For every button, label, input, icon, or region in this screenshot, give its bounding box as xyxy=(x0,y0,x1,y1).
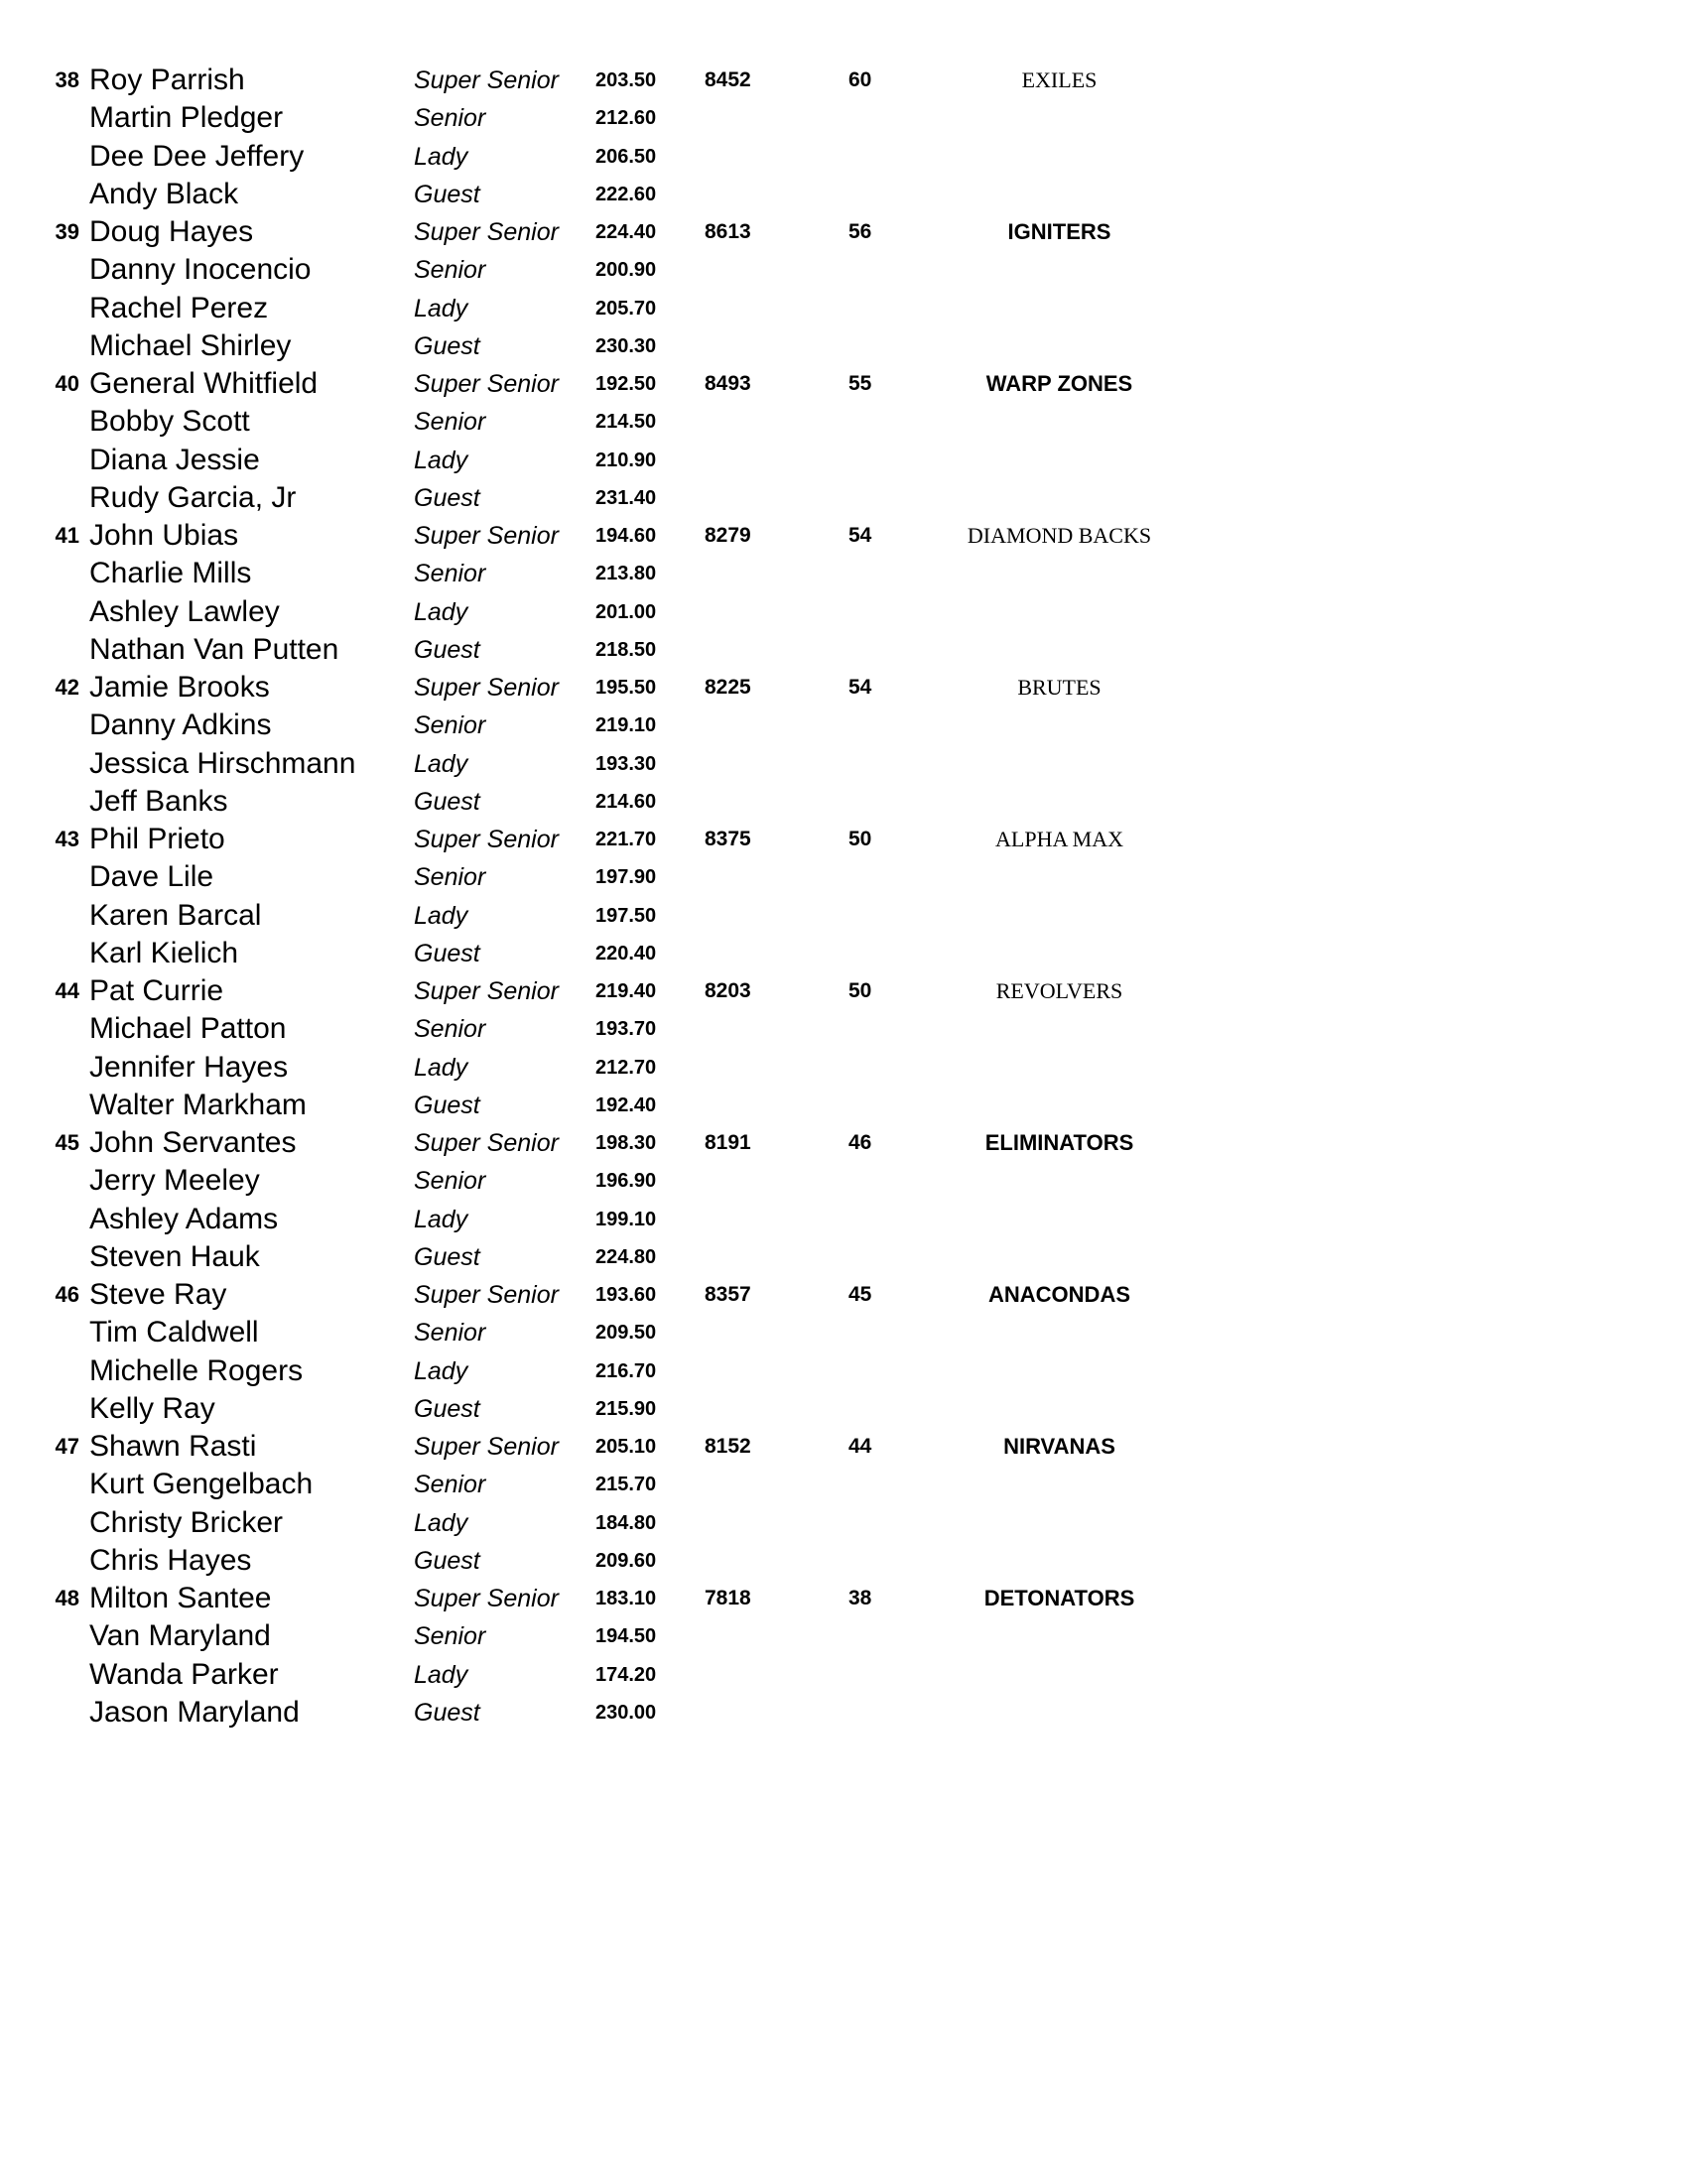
bowler-average: 230.00 xyxy=(595,1701,657,1724)
bowler-row xyxy=(0,707,1688,744)
bowler-name: Christy Bricker xyxy=(89,1505,284,1539)
bowler-row xyxy=(0,1390,1688,1428)
bowler-category: Senior xyxy=(414,1319,486,1348)
team-points: 56 xyxy=(848,220,872,243)
bowler-row xyxy=(0,821,1688,858)
bowler-category: Senior xyxy=(414,104,486,133)
bowler-name: Pat Currie xyxy=(89,974,224,1007)
bowler-category: Guest xyxy=(414,331,480,360)
bowler-row xyxy=(0,669,1688,707)
bowler-average: 212.70 xyxy=(595,1056,657,1079)
bowler-row xyxy=(0,99,1688,137)
team-points: 54 xyxy=(848,676,872,699)
team-name: NIRVANAS xyxy=(1003,1434,1115,1459)
bowler-average: 205.10 xyxy=(595,1436,657,1458)
bowler-average: 215.90 xyxy=(595,1397,657,1420)
bowler-row xyxy=(0,1428,1688,1466)
bowler-name: Doug Hayes xyxy=(89,215,254,248)
bowler-category: Super Senior xyxy=(414,522,559,550)
bowler-name: John Servantes xyxy=(89,1126,297,1159)
team-total: 8613 xyxy=(705,220,751,243)
bowler-category: Super Senior xyxy=(414,977,559,1005)
bowler-average: 197.90 xyxy=(595,866,657,889)
bowler-average: 215.70 xyxy=(595,1474,657,1496)
team-total: 8152 xyxy=(705,1435,751,1458)
team-standings-list xyxy=(0,62,1688,1732)
bowler-category: Lady xyxy=(414,1053,468,1082)
bowler-row xyxy=(0,290,1688,327)
bowler-category: Guest xyxy=(414,1698,480,1727)
bowler-category: Lady xyxy=(414,1356,468,1385)
bowler-category: Super Senior xyxy=(414,370,559,398)
team-total: 7818 xyxy=(705,1587,751,1609)
bowler-average: 193.70 xyxy=(595,1018,657,1041)
bowler-average: 230.30 xyxy=(595,334,657,357)
bowler-name: Phil Prieto xyxy=(89,823,225,855)
bowler-row xyxy=(0,442,1688,479)
team-points: 44 xyxy=(848,1435,872,1458)
bowler-category: Guest xyxy=(414,787,480,816)
bowler-average: 222.60 xyxy=(595,183,657,205)
bowler-name: Jennifer Hayes xyxy=(89,1050,289,1084)
bowler-name: Michael Shirley xyxy=(89,328,292,362)
bowler-name: Steven Hauk xyxy=(89,1239,260,1273)
bowler-row xyxy=(0,935,1688,972)
bowler-category: Senior xyxy=(414,408,486,437)
bowler-average: 231.40 xyxy=(595,486,657,509)
team-points: 50 xyxy=(848,979,872,1002)
team-rank: 45 xyxy=(55,1130,79,1155)
bowler-category: Guest xyxy=(414,483,480,512)
team-block xyxy=(0,1428,1688,1580)
bowler-average: 216.70 xyxy=(595,1359,657,1382)
bowler-name: Jason Maryland xyxy=(89,1695,300,1729)
bowler-average: 192.50 xyxy=(595,373,657,395)
bowler-row xyxy=(0,1542,1688,1580)
bowler-name: Diana Jessie xyxy=(89,443,260,476)
bowler-row xyxy=(0,593,1688,631)
bowler-category: Super Senior xyxy=(414,1585,559,1612)
bowler-average: 212.60 xyxy=(595,107,657,130)
team-block xyxy=(0,1124,1688,1276)
team-name: BRUTES xyxy=(1017,675,1102,700)
bowler-name: Michelle Rogers xyxy=(89,1353,304,1387)
bowler-name: General Whitfield xyxy=(89,367,319,400)
team-points: 60 xyxy=(848,68,872,91)
bowler-average: 203.50 xyxy=(595,69,657,91)
team-points: 55 xyxy=(848,372,872,395)
bowler-name: Roy Parrish xyxy=(89,64,245,96)
bowler-name: Danny Adkins xyxy=(89,708,272,742)
bowler-category: Guest xyxy=(414,939,480,967)
bowler-name: Jeff Banks xyxy=(89,784,228,818)
team-total: 8375 xyxy=(705,828,751,850)
bowler-category: Lady xyxy=(414,597,468,626)
team-block xyxy=(0,213,1688,365)
bowler-row xyxy=(0,1580,1688,1617)
bowler-average: 214.50 xyxy=(595,411,657,434)
bowler-average: 192.40 xyxy=(595,1093,657,1116)
bowler-row xyxy=(0,555,1688,592)
bowler-name: Bobby Scott xyxy=(89,405,250,439)
bowler-average: 174.20 xyxy=(595,1663,657,1686)
team-name: REVOLVERS xyxy=(995,978,1123,1003)
bowler-row xyxy=(0,1049,1688,1087)
team-points: 45 xyxy=(848,1283,872,1306)
team-name: DIAMOND BACKS xyxy=(967,523,1152,548)
bowler-name: Shawn Rasti xyxy=(89,1430,257,1463)
bowler-category: Super Senior xyxy=(414,66,559,94)
team-total: 8357 xyxy=(705,1283,751,1306)
bowler-row xyxy=(0,972,1688,1010)
bowler-name: Karl Kielich xyxy=(89,936,239,969)
team-rank: 38 xyxy=(55,67,79,92)
bowler-name: Rachel Perez xyxy=(89,291,269,324)
bowler-name: Ashley Adams xyxy=(89,1202,279,1235)
bowler-name: Danny Inocencio xyxy=(89,253,312,287)
bowler-average: 224.80 xyxy=(595,1245,657,1268)
team-name: IGNITERS xyxy=(1007,219,1111,244)
bowler-category: Super Senior xyxy=(414,218,559,246)
bowler-row xyxy=(0,327,1688,365)
bowler-category: Senior xyxy=(414,1622,486,1651)
bowler-category: Lady xyxy=(414,446,468,474)
bowler-average: 209.60 xyxy=(595,1549,657,1572)
team-rank: 39 xyxy=(55,219,79,244)
bowler-average: 198.30 xyxy=(595,1132,657,1154)
bowler-row xyxy=(0,631,1688,669)
bowler-average: 224.40 xyxy=(595,221,657,243)
bowler-average: 194.60 xyxy=(595,525,657,547)
team-rank: 43 xyxy=(55,827,79,851)
bowler-row xyxy=(0,1010,1688,1048)
team-rank: 42 xyxy=(55,675,79,700)
bowler-row xyxy=(0,1504,1688,1542)
bowler-name: Wanda Parker xyxy=(89,1657,279,1691)
bowler-category: Lady xyxy=(414,901,468,930)
bowler-category: Guest xyxy=(414,635,480,664)
bowler-name: Kelly Ray xyxy=(89,1391,215,1425)
bowler-row xyxy=(0,1656,1688,1694)
bowler-category: Senior xyxy=(414,711,486,740)
bowler-row xyxy=(0,213,1688,251)
bowler-row xyxy=(0,1087,1688,1124)
team-points: 54 xyxy=(848,524,872,547)
bowler-average: 220.40 xyxy=(595,942,657,964)
bowler-average: 221.70 xyxy=(595,829,657,850)
bowler-row xyxy=(0,479,1688,517)
bowler-category: Lady xyxy=(414,1508,468,1537)
bowler-category: Senior xyxy=(414,560,486,588)
bowler-row xyxy=(0,1238,1688,1276)
bowler-average: 206.50 xyxy=(595,145,657,168)
team-block xyxy=(0,821,1688,972)
bowler-row xyxy=(0,1466,1688,1503)
bowler-average: 183.10 xyxy=(595,1588,657,1609)
bowler-category: Senior xyxy=(414,256,486,285)
team-rank: 47 xyxy=(55,1434,79,1459)
bowler-row xyxy=(0,745,1688,783)
bowler-row xyxy=(0,1314,1688,1351)
team-name: WARP ZONES xyxy=(985,371,1133,396)
bowler-average: 197.50 xyxy=(595,904,657,927)
bowler-name: Van Maryland xyxy=(89,1619,271,1653)
bowler-average: 195.50 xyxy=(595,677,657,699)
team-name: ELIMINATORS xyxy=(984,1130,1134,1155)
bowler-category: Guest xyxy=(414,180,480,208)
bowler-category: Lady xyxy=(414,1205,468,1233)
bowler-category: Lady xyxy=(414,294,468,322)
bowler-row xyxy=(0,1201,1688,1238)
bowler-name: Jamie Brooks xyxy=(89,671,270,704)
team-total: 8225 xyxy=(705,676,751,699)
bowler-name: Steve Ray xyxy=(89,1278,227,1311)
bowler-name: Nathan Van Putten xyxy=(89,632,339,666)
bowler-category: Senior xyxy=(414,1471,486,1499)
bowler-category: Senior xyxy=(414,863,486,892)
bowler-category: Senior xyxy=(414,1015,486,1044)
team-name: ALPHA MAX xyxy=(995,827,1123,851)
bowler-name: Kurt Gengelbach xyxy=(89,1468,314,1501)
bowler-category: Lady xyxy=(414,749,468,778)
bowler-row xyxy=(0,858,1688,896)
bowler-average: 213.80 xyxy=(595,563,657,585)
team-name: DETONATORS xyxy=(983,1586,1135,1610)
team-total: 8191 xyxy=(705,1131,751,1154)
bowler-row xyxy=(0,176,1688,213)
bowler-average: 214.60 xyxy=(595,790,657,813)
team-block xyxy=(0,1580,1688,1732)
team-block xyxy=(0,1276,1688,1428)
bowler-category: Super Senior xyxy=(414,1433,559,1461)
bowler-name: Tim Caldwell xyxy=(89,1316,259,1349)
bowler-name: Milton Santee xyxy=(89,1582,272,1614)
bowler-category: Super Senior xyxy=(414,1129,559,1157)
bowler-row xyxy=(0,1617,1688,1655)
bowler-name: Rudy Garcia, Jr xyxy=(89,480,297,514)
bowler-average: 201.00 xyxy=(595,600,657,623)
bowler-average: 219.40 xyxy=(595,980,657,1002)
team-rank: 40 xyxy=(55,371,79,396)
team-rank: 44 xyxy=(55,978,79,1003)
bowler-category: Super Senior xyxy=(414,674,559,702)
bowler-name: Andy Black xyxy=(89,177,239,210)
bowler-average: 219.10 xyxy=(595,714,657,737)
bowler-name: Walter Markham xyxy=(89,1088,307,1121)
bowler-category: Senior xyxy=(414,1167,486,1196)
bowler-average: 193.30 xyxy=(595,752,657,775)
bowler-row xyxy=(0,138,1688,176)
team-rank: 48 xyxy=(55,1586,79,1610)
bowler-average: 193.60 xyxy=(595,1284,657,1306)
bowler-row xyxy=(0,1162,1688,1200)
bowler-category: Lady xyxy=(414,142,468,171)
team-total: 8493 xyxy=(705,372,751,395)
team-points: 46 xyxy=(848,1131,872,1154)
bowler-name: Charlie Mills xyxy=(89,557,252,590)
bowler-category: Super Senior xyxy=(414,826,559,853)
team-block xyxy=(0,972,1688,1124)
bowler-row xyxy=(0,251,1688,289)
team-name: EXILES xyxy=(1021,67,1098,92)
bowler-average: 210.90 xyxy=(595,449,657,471)
bowler-name: Dave Lile xyxy=(89,860,214,894)
bowler-row xyxy=(0,365,1688,403)
team-rank: 41 xyxy=(55,523,79,548)
bowler-name: John Ubias xyxy=(89,519,239,552)
bowler-average: 200.90 xyxy=(595,259,657,282)
bowler-name: Martin Pledger xyxy=(89,101,284,135)
team-total: 8279 xyxy=(705,524,751,547)
bowler-average: 196.90 xyxy=(595,1170,657,1193)
bowler-average: 194.50 xyxy=(595,1625,657,1648)
bowler-row xyxy=(0,897,1688,935)
bowler-row xyxy=(0,517,1688,555)
bowler-row xyxy=(0,1124,1688,1162)
team-block xyxy=(0,62,1688,213)
team-block xyxy=(0,517,1688,669)
bowler-category: Guest xyxy=(414,1394,480,1423)
team-block xyxy=(0,365,1688,517)
bowler-category: Guest xyxy=(414,1091,480,1119)
bowler-row xyxy=(0,1352,1688,1390)
team-total: 8452 xyxy=(705,68,751,91)
bowler-row xyxy=(0,783,1688,821)
bowler-name: Ashley Lawley xyxy=(89,594,280,628)
bowler-name: Jessica Hirschmann xyxy=(89,746,356,780)
bowler-row xyxy=(0,403,1688,441)
bowler-average: 199.10 xyxy=(595,1208,657,1230)
bowler-category: Guest xyxy=(414,1546,480,1575)
bowler-category: Lady xyxy=(414,1660,468,1689)
bowler-average: 205.70 xyxy=(595,297,657,320)
team-total: 8203 xyxy=(705,979,751,1002)
bowler-average: 184.80 xyxy=(595,1511,657,1534)
bowler-name: Chris Hayes xyxy=(89,1543,252,1577)
bowler-name: Jerry Meeley xyxy=(89,1164,260,1198)
bowler-row xyxy=(0,62,1688,99)
team-rank: 46 xyxy=(55,1282,79,1307)
bowler-name: Karen Barcal xyxy=(89,898,262,932)
bowler-average: 209.50 xyxy=(595,1322,657,1345)
bowler-row xyxy=(0,1276,1688,1314)
bowler-name: Dee Dee Jeffery xyxy=(89,139,305,173)
bowler-category: Guest xyxy=(414,1242,480,1271)
team-block xyxy=(0,669,1688,821)
team-points: 38 xyxy=(848,1587,872,1609)
bowler-name: Michael Patton xyxy=(89,1012,287,1046)
bowler-row xyxy=(0,1694,1688,1732)
team-points: 50 xyxy=(848,828,872,850)
team-name: ANACONDAS xyxy=(988,1282,1130,1307)
bowler-category: Super Senior xyxy=(414,1281,559,1309)
bowler-average: 218.50 xyxy=(595,638,657,661)
